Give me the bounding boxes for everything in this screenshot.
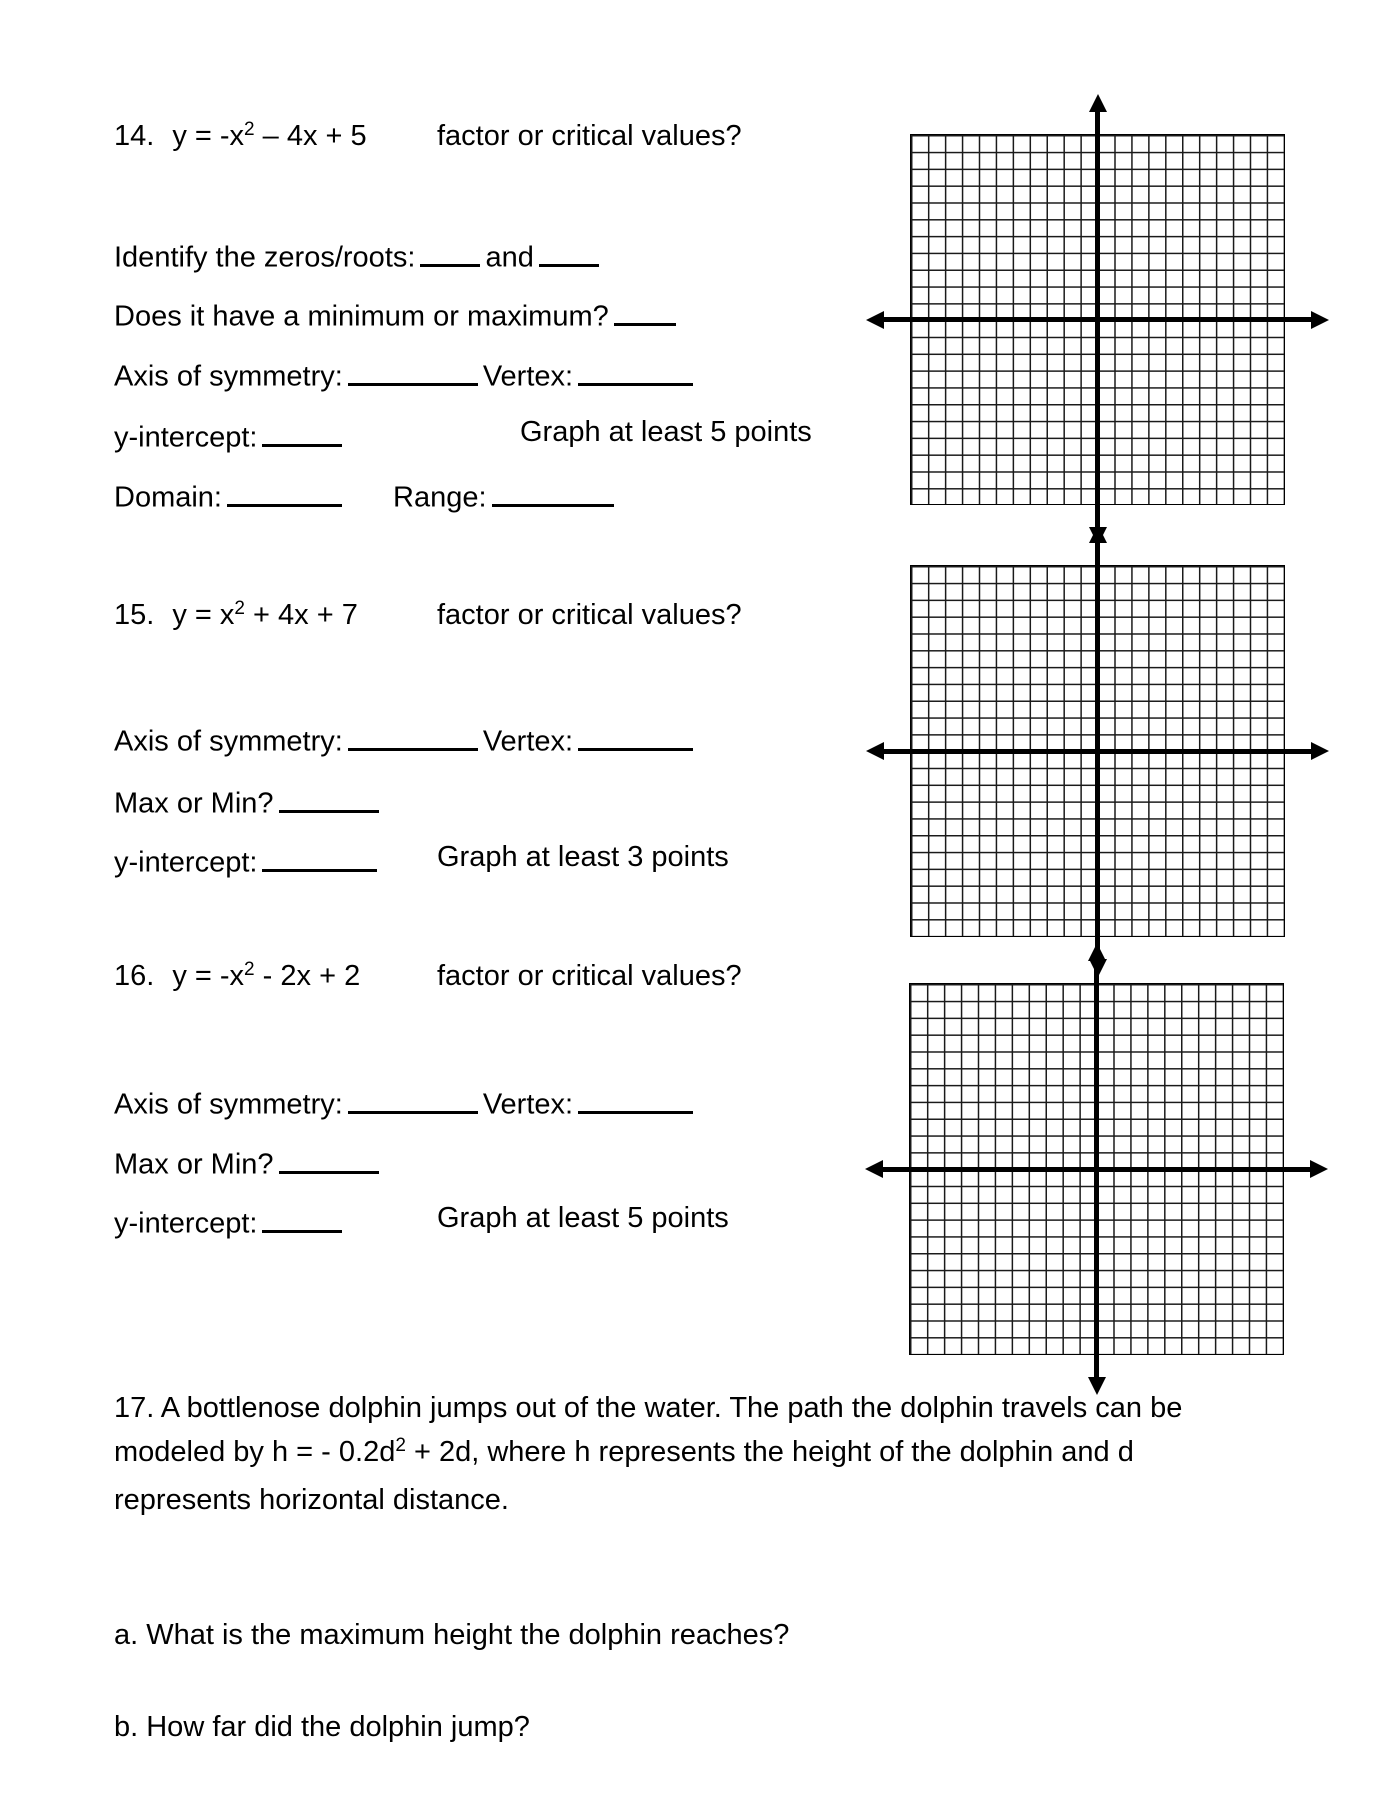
vertex-label: Vertex: [482, 1088, 574, 1121]
problem-14-domain-range-line [114, 474, 619, 516]
problem-14-number: 14. [114, 120, 155, 152]
exponent: 2 [395, 1434, 406, 1456]
answer-blank-axis[interactable] [348, 1081, 478, 1114]
x-axis-left-arrow-icon [866, 311, 884, 329]
x-axis-right-arrow-icon [1311, 742, 1329, 760]
answer-blank-maxmin[interactable] [279, 780, 379, 813]
answer-blank-yintercept[interactable] [262, 414, 342, 447]
x-axis-right-arrow-icon [1310, 1160, 1328, 1178]
answer-blank-vertex[interactable] [578, 353, 693, 386]
minmax-question: Does it have a minimum or maximum? [114, 300, 609, 333]
problem-17-line-3: represents horizontal distance. [114, 1484, 509, 1516]
graph-grid-problem-15[interactable] [910, 565, 1285, 937]
answer-blank-zero-1[interactable] [420, 234, 480, 267]
problem-14-factor-prompt: factor or critical values? [437, 120, 742, 152]
answer-blank-maxmin[interactable] [279, 1141, 379, 1174]
problem-17-question-a: a. What is the maximum height the dolphin reaches? [114, 1619, 790, 1651]
exponent: 2 [244, 118, 255, 140]
x-axis-right-arrow-icon [1311, 311, 1329, 329]
problem-16-yintercept-line [114, 1200, 347, 1242]
problem-14-yintercept-line [114, 414, 347, 456]
problem-16-axis-line [114, 1081, 698, 1123]
y-intercept-label: y-intercept: [114, 846, 258, 879]
answer-blank-axis[interactable] [348, 718, 478, 751]
problem-14-axis-line [114, 353, 698, 395]
max-or-min-label: Max or Min? [114, 787, 274, 820]
y-axis [1095, 111, 1100, 528]
answer-blank-vertex[interactable] [578, 1081, 693, 1114]
problem-14-minmax-line [114, 293, 681, 335]
problem-15-number: 15. [114, 599, 155, 631]
problem-16-graph-instruction: Graph at least 5 points [437, 1202, 729, 1234]
answer-blank-zero-2[interactable] [539, 234, 599, 267]
x-axis-left-arrow-icon [866, 742, 884, 760]
graph-grid-problem-14[interactable] [910, 134, 1285, 505]
y-axis [1095, 542, 1100, 960]
answer-blank-yintercept[interactable] [262, 839, 377, 872]
range-label: Range: [393, 481, 487, 514]
problem-16-equation: $y = -x^2 - 2x + 2$ [172, 958, 361, 992]
answer-blank-minmax[interactable] [614, 293, 676, 326]
problem-14-equation-line [114, 118, 367, 158]
problem-16-equation-line [114, 958, 360, 998]
axis-of-symmetry-label: Axis of symmetry: [114, 360, 343, 393]
max-or-min-label: Max or Min? [114, 1148, 274, 1181]
problem-16-factor-prompt: factor or critical values? [437, 960, 742, 992]
answer-blank-vertex[interactable] [578, 718, 693, 751]
domain-label: Domain: [114, 481, 222, 514]
problem-15-equation-line [114, 597, 358, 637]
vertex-label: Vertex: [482, 360, 574, 393]
problem-17-paragraph [114, 1386, 1182, 1522]
answer-blank-axis[interactable] [348, 353, 478, 386]
problem-17-question-b: b. How far did the dolphin jump? [114, 1711, 530, 1743]
y-axis-up-arrow-icon [1089, 525, 1107, 543]
exponent: 2 [244, 958, 255, 980]
y-axis-up-arrow-icon [1088, 943, 1106, 961]
problem-16-maxmin-line [114, 1141, 384, 1183]
problem-15-graph-instruction: Graph at least 3 points [437, 841, 729, 873]
x-axis-left-arrow-icon [865, 1160, 883, 1178]
answer-blank-domain[interactable] [227, 474, 342, 507]
problem-16-number: 16. [114, 960, 155, 992]
answer-blank-range[interactable] [492, 474, 614, 507]
y-axis-down-arrow-icon [1088, 1377, 1106, 1395]
axis-of-symmetry-label: Axis of symmetry: [114, 1088, 343, 1121]
problem-15-maxmin-line [114, 780, 384, 822]
problem-14-equation: $y = -x^2 - 4x + 5$ [172, 118, 367, 152]
y-intercept-label: y-intercept: [114, 421, 258, 454]
vertex-label: Vertex: [482, 725, 574, 758]
exponent: 2 [234, 597, 245, 619]
graph-grid-problem-16[interactable] [909, 983, 1284, 1355]
problem-15-equation: $y = x^2 + 4x + 7$ [172, 597, 358, 631]
y-axis-up-arrow-icon [1089, 94, 1107, 112]
problem-17-line-1: 17. A bottlenose dolphin jumps out of the water. The path the dolphin travels can be [114, 1392, 1183, 1424]
problem-14-graph-instruction: Graph at least 5 points [520, 416, 812, 448]
y-axis [1094, 960, 1099, 1378]
problem-15-axis-line [114, 718, 698, 760]
problem-15-yintercept-line [114, 839, 382, 881]
problem-14-zeros-line [114, 234, 604, 276]
problem-17-line-2: modeled by h = - $0.2d^2 + 2d$, where h represents the height of the dolphin and d [114, 1434, 1134, 1468]
zeros-label: Identify the zeros/roots: [114, 241, 416, 274]
zeros-conjunction: and [485, 241, 534, 274]
y-intercept-label: y-intercept: [114, 1207, 258, 1240]
answer-blank-yintercept[interactable] [262, 1200, 342, 1233]
axis-of-symmetry-label: Axis of symmetry: [114, 725, 343, 758]
problem-15-factor-prompt: factor or critical values? [437, 599, 742, 631]
